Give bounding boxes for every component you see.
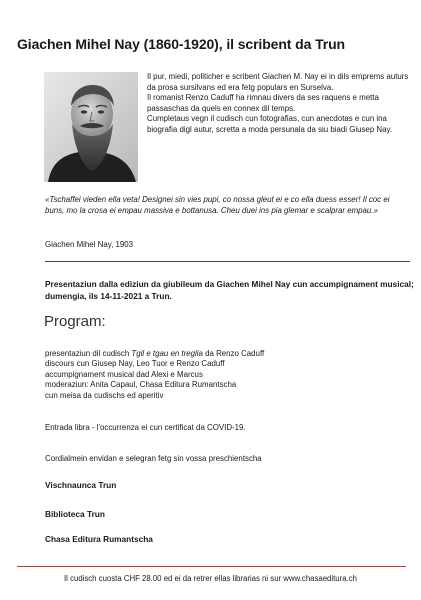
organizer-name: Vischnaunca Trun xyxy=(45,480,117,490)
event-announcement: Presentaziun dalla ediziun da giubileum da Giachen Mihel Nay cun accumpignament musical; dumengia, ils 14-11-2021 a Trun. xyxy=(45,279,414,301)
program-heading: Program: xyxy=(44,313,106,330)
program-item: moderaziun: Anita Capaul, Chasa Editura Rumantscha xyxy=(45,380,237,390)
footer-divider xyxy=(17,566,406,567)
organizer-name: Biblioteca Trun xyxy=(45,509,105,519)
author-portrait-image xyxy=(44,72,138,182)
book-title: Tgil e tgau en treglia xyxy=(131,349,203,358)
intro-paragraph: Cumpletaus vegn il cudisch cun fotografias, cun anecdotas e cun ina biografia digl autur, scretta a moda persunala da siu biadi Giusep Nay. xyxy=(147,114,393,134)
program-item-text: da Renzo Caduff xyxy=(202,349,265,358)
program-item: accumpignament musical dad Alexi e Marcus xyxy=(45,369,203,379)
program-item: discours cun Giusep Nay, Leo Tuor e Renzo Caduff xyxy=(45,359,225,369)
program-item xyxy=(45,349,415,359)
introduction-text xyxy=(147,72,409,136)
section-divider xyxy=(45,261,410,262)
invitation-text: Cordialmein envidan e selegran fetg sin vossa preschientscha xyxy=(45,454,262,463)
intro-paragraph: Il romanist Renzo Caduff ha rimnau divers da ses raquens e metta passaschas da quels en connex dil temps. xyxy=(147,93,379,113)
footer-note: Il cudisch cuosta CHF 28.00 ed ei da retrer ellas librarias ni sur www.chasaeditura.ch xyxy=(64,574,357,583)
admission-note: Entrada libra - l'occurrenza ei cun certificat da COVID-19. xyxy=(45,423,246,432)
program-item: cun meisa da cudischs ed aperitiv xyxy=(45,390,164,400)
intro-paragraph: Il pur, miedi, politicher e scribent Giachen M. Nay ei in dils emprems auturs da prosa sursilvans ed era fetg populars en Surselva. xyxy=(147,72,409,92)
page-title: Giachen Mihel Nay (1860-1920), il scribent da Trun xyxy=(17,36,346,52)
program-list xyxy=(45,349,415,401)
organizer-name: Chasa Editura Rumantscha xyxy=(45,534,153,544)
author-portrait xyxy=(44,72,138,182)
program-item-text: presentaziun dil cudisch xyxy=(45,349,132,358)
author-quote: «Tschaffei vieden ella veta! Designei sin vies pupi, co nossa gleut ei e co ella duess esser! Il coc ei buns, mo la crosa ei empau massiva e bottanusa. Cheu duei ins pia glemar e scalprar empau.» xyxy=(45,195,390,215)
quote-source: Giachen Mihel Nay, 1903 xyxy=(45,240,134,249)
